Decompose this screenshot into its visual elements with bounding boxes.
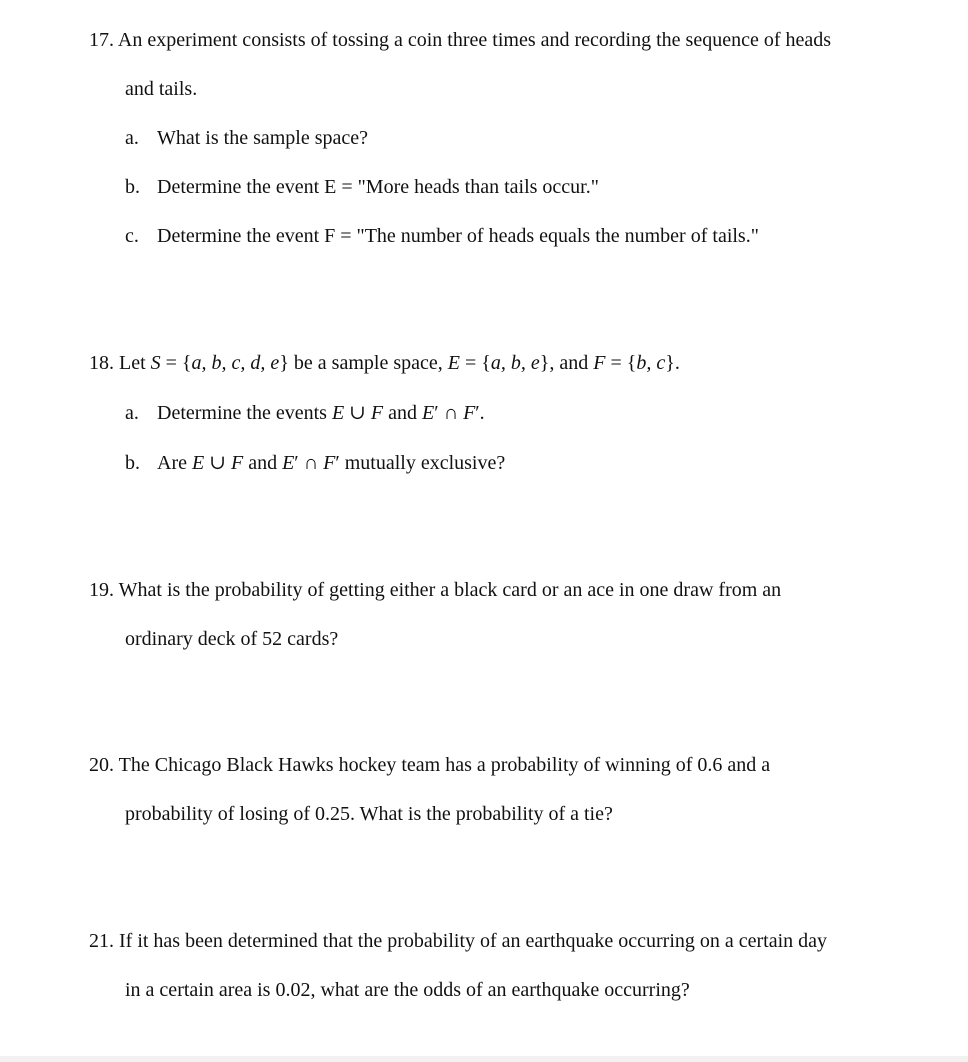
question-17c-letter: c.	[125, 225, 139, 247]
question-20-number: 20.	[89, 754, 114, 776]
question-17a-text: What is the sample space?	[157, 127, 369, 149]
math-var-f: F	[230, 452, 244, 474]
question-20-line-1	[89, 753, 770, 777]
question-17a-letter: a.	[125, 127, 139, 149]
question-18-stem	[119, 352, 680, 374]
question-17c-text: Determine the event F = "The number of heads equals the number of tails."	[157, 225, 759, 247]
question-17-text-1: An experiment consists of tossing a coin three times and recording the sequence of heads	[117, 29, 832, 51]
question-18a-letter: a.	[125, 402, 139, 424]
union-symbol: ∪	[344, 402, 371, 424]
union-symbol: ∪	[204, 452, 231, 474]
question-17-number: 17.	[89, 29, 114, 51]
stem-text: }.	[665, 352, 680, 374]
part-text: and	[383, 402, 423, 424]
intersection-symbol: ′ ∩	[294, 452, 324, 474]
stem-text: = {	[459, 352, 491, 374]
question-21-line-2: in a certain area is 0.02, what are the odds of an earthquake occurring?	[125, 979, 690, 1001]
math-var-s: S	[150, 352, 161, 374]
part-text: ′ mutually exclusive?	[335, 452, 506, 474]
math-var-e: E	[191, 452, 205, 474]
question-17b-text: Determine the event E = "More heads than tails occur."	[157, 176, 599, 198]
math-var-f: F	[323, 452, 336, 474]
math-var-f: F	[463, 402, 476, 424]
question-17-line-2: and tails.	[125, 78, 198, 100]
math-var-e: E	[282, 452, 295, 474]
question-20-text-1: The Chicago Black Hawks hockey team has a probability of winning of 0.6 and a	[118, 754, 771, 776]
math-var-e: E	[447, 352, 460, 374]
stem-text: Let	[119, 352, 151, 374]
math-var-e: E	[331, 402, 345, 424]
stem-text: } be a sample space,	[279, 352, 448, 374]
question-18-line-1	[89, 351, 680, 375]
stem-text: = {	[605, 352, 637, 374]
math-set-e: a, b, e	[490, 352, 540, 374]
math-var-f: F	[593, 352, 606, 374]
question-18a-text	[157, 401, 485, 425]
part-text: Are	[157, 452, 192, 474]
math-set-s: a, b, c, d, e	[191, 352, 280, 374]
stem-text: = {	[160, 352, 192, 374]
intersection-symbol: ′ ∩	[434, 402, 464, 424]
math-var-e: E	[422, 402, 435, 424]
question-19-text-1: What is the probability of getting either a black card or an ace in one draw from an	[118, 579, 782, 601]
part-text: and	[243, 452, 283, 474]
question-21-line-1	[89, 929, 827, 953]
question-17-line-1	[89, 28, 831, 52]
question-18b-letter: b.	[125, 452, 140, 474]
question-17b-letter: b.	[125, 176, 140, 198]
question-20-line-2: probability of losing of 0.25. What is the probability of a tie?	[125, 803, 613, 825]
question-19-number: 19.	[89, 579, 114, 601]
part-text: ′.	[475, 402, 485, 424]
question-21-text-1: If it has been determined that the probability of an earthquake occurring on a certain day	[119, 930, 828, 952]
stem-text: }, and	[539, 352, 594, 374]
question-19-line-1	[89, 578, 781, 602]
math-set-f: b, c	[636, 352, 666, 374]
part-text: Determine the events	[157, 402, 332, 424]
question-21-number: 21.	[89, 930, 114, 952]
page-bottom-edge	[0, 1056, 968, 1062]
question-18-number: 18.	[89, 352, 114, 374]
question-19-line-2: ordinary deck of 52 cards?	[125, 628, 339, 650]
math-var-f: F	[370, 402, 384, 424]
question-18b-text	[157, 451, 505, 475]
